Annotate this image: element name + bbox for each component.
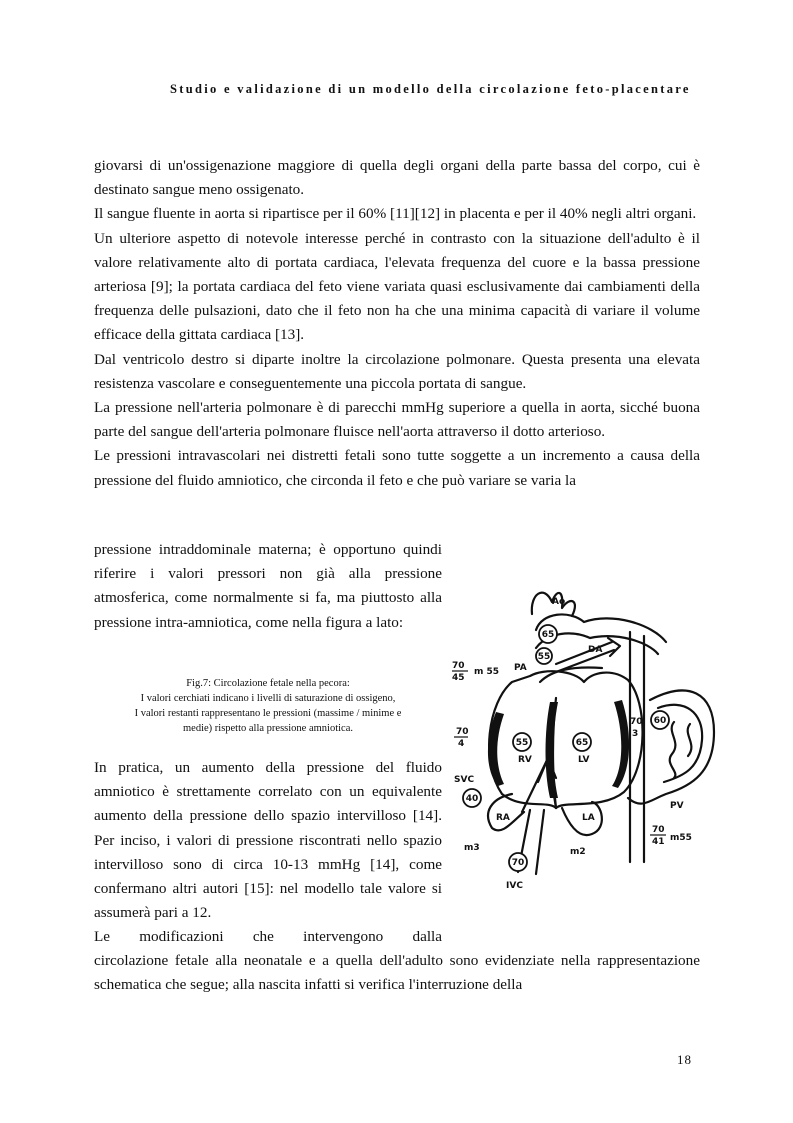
paragraph: Le pressioni intravascolari nei distretti fetali sono tutte soggette a un incremento a causa della pressione del fluido amniotico, che circonda il feto e che può variare se varia la — [94, 447, 700, 489]
heart-diagram — [452, 572, 720, 892]
pressure-label: 70 — [456, 727, 469, 737]
paragraph: La pressione nell'arteria polmonare è di parecchi mmHg superiore a quella in aorta, sicché buona parte del sangue dell'arteria polmonare fluisce nell'aorta attraverso il dotto arterioso. — [94, 399, 700, 441]
pressure-label: 70 — [452, 661, 465, 671]
chamber-label: LV — [578, 755, 590, 765]
wrap-text-top: pressione intraddominale materna; è opportuno quindi riferire i valori pressori non già alla pressione atmosferica, come normalmente si fa, ma piuttosto alla pressione intra-amniotica, come nella figura a lato: — [94, 541, 442, 631]
caption-line: I valori restanti rappresentano le pressioni (massime / minime e — [134, 708, 402, 719]
paragraph: Il sangue fluente in aorta si ripartisce per il 60% [11][12] in placenta e per il 40% negli altri organi. — [94, 205, 697, 223]
sat-label: 55 — [515, 738, 529, 748]
sat-label: 70 — [511, 858, 525, 868]
vessel-label: IVC — [506, 881, 523, 891]
sat-label: 65 — [575, 738, 589, 748]
body-text — [94, 154, 700, 493]
paragraph: giovarsi di un'ossigenazione maggiore di quella degli organi della parte bassa del corpo, cui è destinato sangue meno ossigenato. — [94, 157, 700, 199]
pressure-label: m2 — [570, 847, 586, 857]
pressure-label: m55 — [670, 833, 692, 843]
sat-label: 65 — [541, 630, 555, 640]
chamber-label: RV — [518, 755, 532, 765]
pressure-label: 3 — [632, 729, 639, 739]
da-arrowhead — [608, 638, 620, 656]
sat-label: 60 — [653, 716, 667, 726]
paragraph: Dal ventricolo destro si diparte inoltre la circolazione polmonare. Questa presenta una elevata resistenza vascolare e conseguentemente una piccola portata di sangue. — [94, 350, 700, 392]
figure-caption — [94, 676, 442, 736]
vessel-label: PA — [514, 663, 527, 673]
chamber-label: RA — [496, 813, 510, 823]
vessel-label: DA — [588, 645, 603, 655]
sat-label: 55 — [537, 652, 551, 662]
pressure-label: 41 — [652, 837, 665, 847]
heart-outline — [489, 671, 642, 808]
running-header: Studio e validazione di un modello della circolazione feto-placentare — [170, 82, 691, 96]
caption-line: Fig.7: Circolazione fetale nella pecora: — [186, 678, 350, 689]
caption-line: I valori cerchiati indicano i livelli di saturazione di ossigeno, — [140, 693, 396, 704]
page-number: 18 — [677, 1052, 692, 1067]
paragraph: Un ulteriore aspetto di notevole interesse perché in contrasto con la situazione dell'adulto è il valore relativamente alto di portata cardiaca, l'elevata frequenza del cuore e la bassa pressione arteriosa [9]; la portata cardiaca del feto viene variata quasi esclusivamente dai cambiamenti della frequenza delle pulsazioni, dato che il feto non ha che una minima capacità di variare il volume efficace della gittata cardiaca [13]. — [94, 229, 700, 344]
caption-line: medie) rispetto alla pressione amniotica. — [183, 723, 353, 734]
pressure-label: 70 — [652, 825, 665, 835]
chamber-label: LA — [582, 813, 595, 823]
pressure-label: m 55 — [474, 667, 500, 677]
lv-wall-hatch — [612, 700, 629, 788]
pressure-label: m3 — [464, 843, 480, 853]
pressure-label: 70 — [630, 717, 643, 727]
septum-hatch — [546, 702, 559, 798]
sat-label: 40 — [465, 794, 479, 804]
vessel-label: Ao — [552, 597, 566, 607]
vessel-label: SVC — [454, 775, 475, 785]
lung-squiggle — [670, 722, 676, 778]
vessel-label: PV — [670, 801, 684, 811]
wrap-text-bottom: In pratica, un aumento della pressione del fluido amniotico è strettamente correlato con un equivalente aumento della pressione dello spazio intervilloso [14]. Per inciso, i valori di pressione riscontrati nello spazio intervilloso sono di circa 10-13 mmHg [14], come confermano altri autori [15]: nel modello tale valore si assumerà pari a 12. — [94, 759, 442, 922]
fetal-circulation-figure — [452, 572, 720, 892]
pressure-label: 4 — [458, 739, 465, 749]
pressure-label: 45 — [452, 673, 465, 683]
bottom-text: circolazione fetale alla neonatale e a quella dell'adulto sono evidenziate nella rappresentazione schematica che segue; alla nascita infatti si verifica l'interruzione della — [94, 952, 700, 994]
wrap-text-last-line: Le modificazioni che intervengono dalla — [94, 928, 442, 945]
